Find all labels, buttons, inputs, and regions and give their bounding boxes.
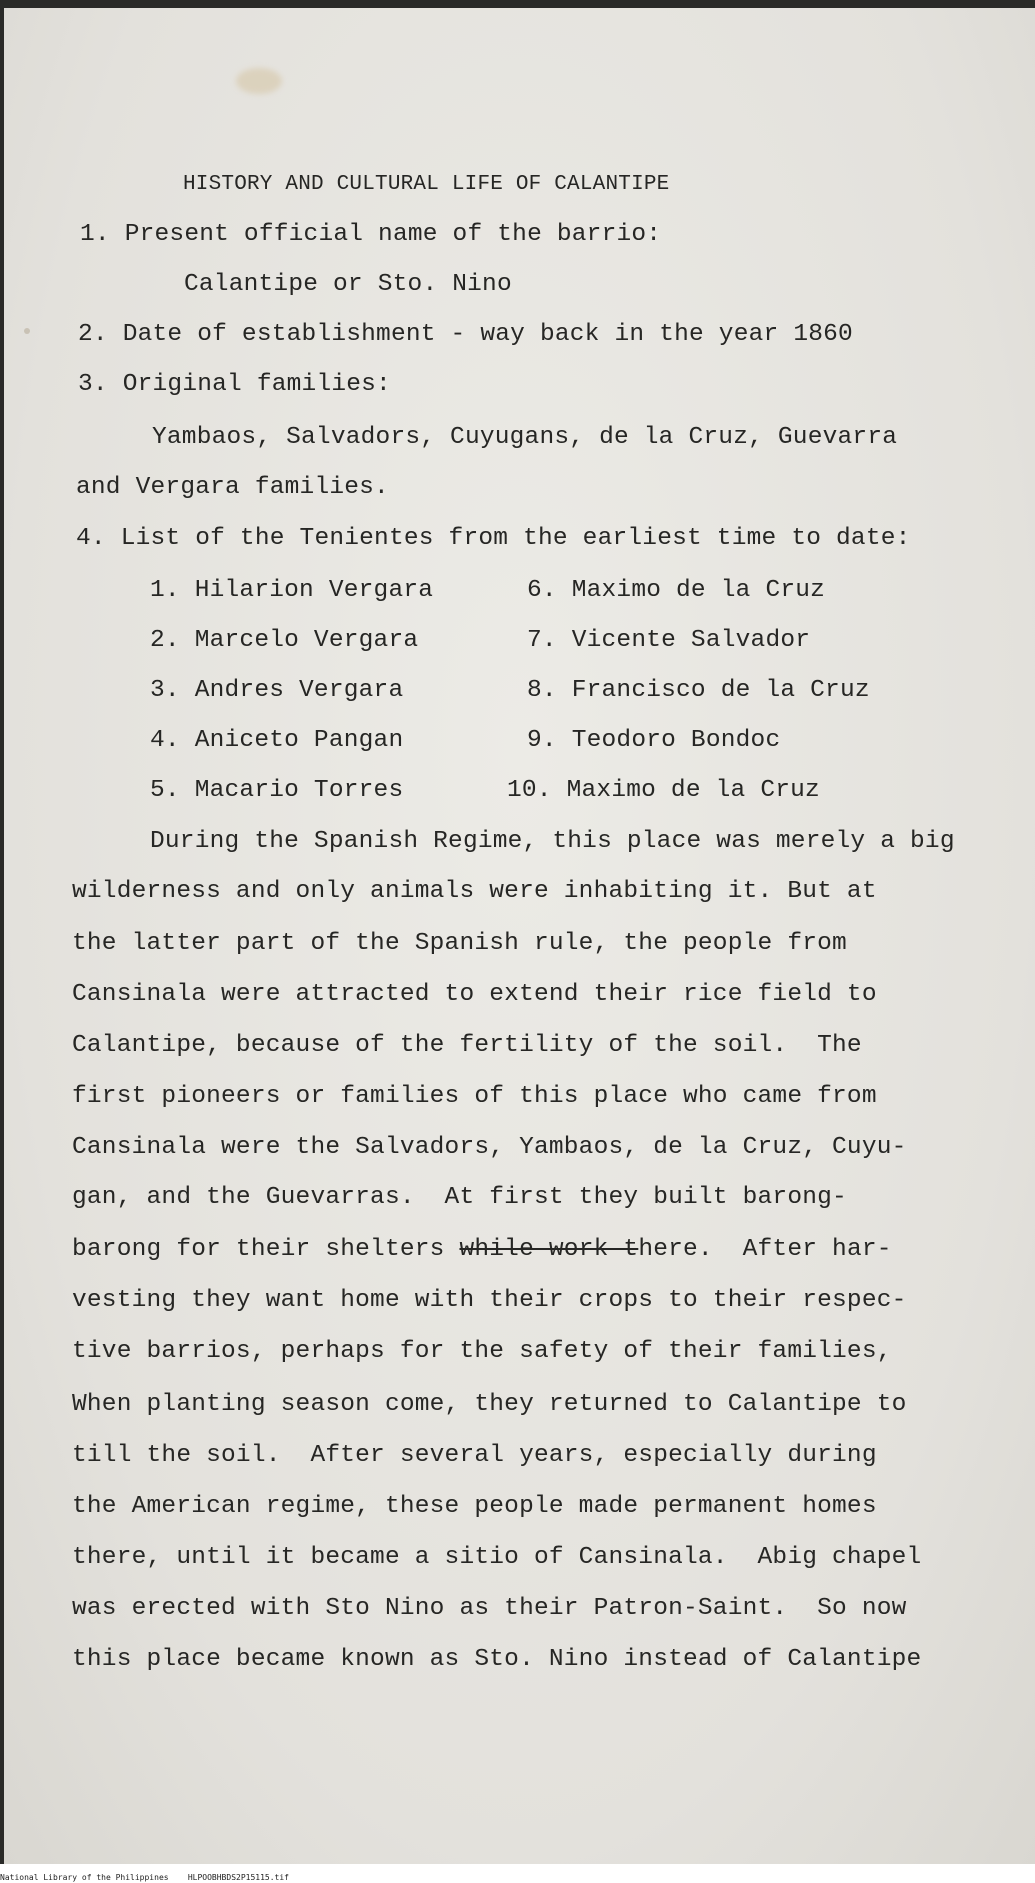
narrative-line: wilderness and only animals were inhabiting it. But at bbox=[72, 878, 877, 905]
narrative-line: the latter part of the Spanish rule, the people from bbox=[72, 930, 847, 957]
teniente-4: 4. Aniceto Pangan bbox=[150, 727, 404, 754]
teniente-8: 8. Francisco de la Cruz bbox=[527, 677, 870, 704]
teniente-9: 9. Teodoro Bondoc bbox=[527, 727, 781, 754]
document-title: HISTORY AND CULTURAL LIFE OF CALANTIPE bbox=[183, 173, 670, 196]
narrative-line bbox=[72, 1235, 892, 1265]
narrative-line: the American regime, these people made permanent homes bbox=[72, 1493, 877, 1520]
scan-footer-caption: National Library of the Philippines HLPOOBHBDS2P15115.tif bbox=[0, 1873, 289, 1882]
narrative-line: Calantipe, because of the fertility of the soil. The bbox=[72, 1032, 862, 1059]
narrative-line: tive barrios, perhaps for the safety of their families, bbox=[72, 1338, 892, 1365]
narrative-text: here. After har- bbox=[638, 1236, 892, 1263]
narrative-line: this place became known as Sto. Nino instead of Calantipe bbox=[72, 1646, 922, 1673]
paper-stain bbox=[236, 68, 282, 94]
teniente-7: 7. Vicente Salvador bbox=[527, 627, 811, 654]
item-3-question: 3. Original families: bbox=[78, 371, 391, 398]
teniente-1: 1. Hilarion Vergara bbox=[150, 577, 434, 604]
narrative-line: was erected with Sto Nino as their Patron-Saint. So now bbox=[72, 1595, 907, 1622]
narrative-line: gan, and the Guevarras. At first they built barong- bbox=[72, 1184, 847, 1211]
narrative-line: till the soil. After several years, especially during bbox=[72, 1442, 877, 1469]
struck-through-text: while work t bbox=[459, 1236, 639, 1263]
narrative-line: first pioneers or families of this place who came from bbox=[72, 1083, 877, 1110]
narrative-line: During the Spanish Regime, this place was merely a big bbox=[150, 828, 955, 855]
teniente-6: 6. Maximo de la Cruz bbox=[527, 577, 826, 604]
item-3-answer-line1: Yambaos, Salvadors, Cuyugans, de la Cruz, Guevarra bbox=[152, 424, 898, 451]
item-1-answer: Calantipe or Sto. Nino bbox=[184, 271, 512, 298]
item-1-question: 1. Present official name of the barrio: bbox=[80, 221, 662, 248]
narrative-text: barong for their shelters bbox=[72, 1236, 460, 1263]
teniente-3: 3. Andres Vergara bbox=[150, 677, 404, 704]
teniente-2: 2. Marcelo Vergara bbox=[150, 627, 419, 654]
narrative-line: Cansinala were attracted to extend their rice field to bbox=[72, 981, 877, 1008]
item-3-answer-line2: and Vergara families. bbox=[76, 474, 389, 501]
paper-speck bbox=[24, 328, 30, 334]
narrative-line: there, until it became a sitio of Cansinala. Abig chapel bbox=[72, 1544, 922, 1571]
narrative-line: When planting season come, they returned to Calantipe to bbox=[72, 1391, 907, 1418]
narrative-line: vesting they want home with their crops to their respec- bbox=[72, 1287, 907, 1314]
item-4-question: 4. List of the Tenientes from the earliest time to date: bbox=[76, 525, 911, 552]
narrative-line: Cansinala were the Salvadors, Yambaos, de la Cruz, Cuyu- bbox=[72, 1134, 907, 1161]
teniente-5: 5. Macario Torres bbox=[150, 777, 404, 804]
item-2: 2. Date of establishment - way back in the year 1860 bbox=[78, 321, 853, 348]
teniente-10: 10. Maximo de la Cruz bbox=[507, 777, 820, 804]
